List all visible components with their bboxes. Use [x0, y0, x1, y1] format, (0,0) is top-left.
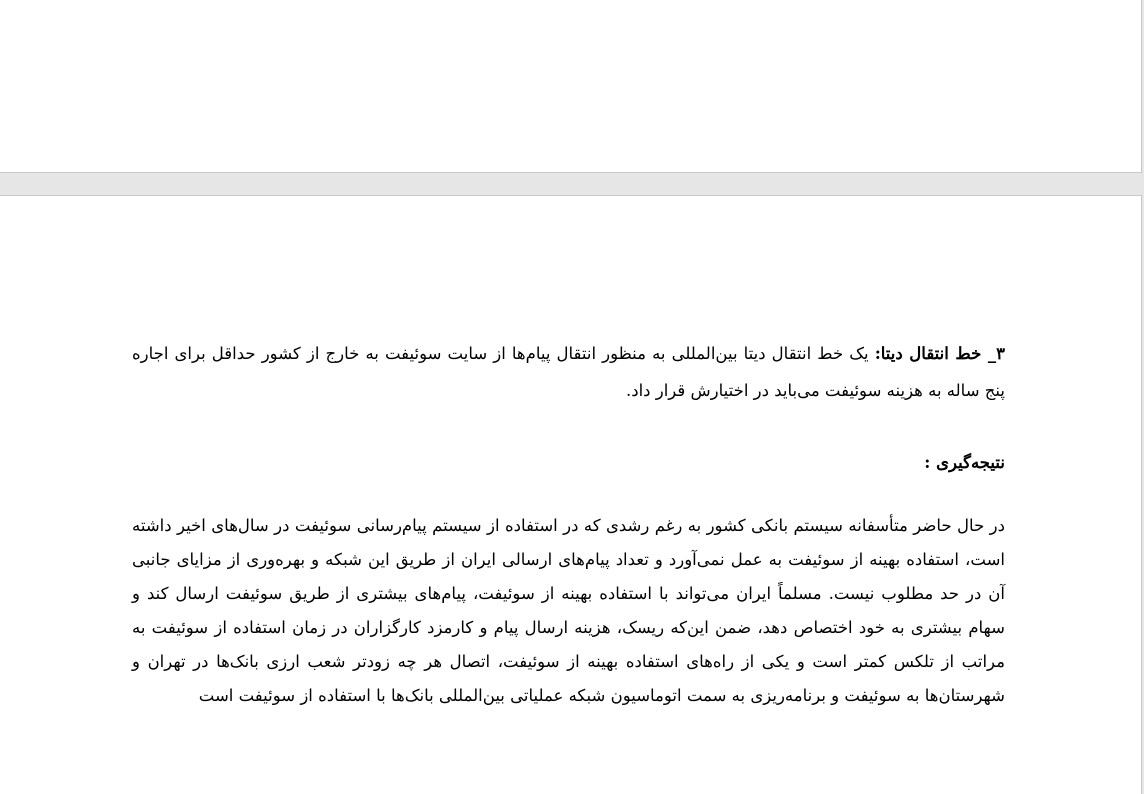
- paragraph-text: یک خط انتقال دیتا بین‌المللی به منظور انتقال پیام‌ها از سایت سوئیفت به خارج از کشور حداقل برای اجاره پنج ساله به هزینه سوئیفت می‌باید در اختیارش قرار داد.: [132, 344, 1005, 400]
- paragraph-lead: ۳_ خط انتقال دیتا:: [874, 344, 1005, 363]
- paragraph-data-line: [132, 335, 1005, 409]
- paragraph-conclusion: در حال حاضر متأسفانه سیستم بانکی کشور به رغم رشدی که در استفاده از سیستم پیام‌رسانی سوئیفت در سال‌های اخیر داشته است، استفاده بهینه از سوئیفت به عمل نمی‌آورد و تعداد پیام‌های ارسالی ایران از طریق این شبکه و بهره‌وری از مزایای جانبی آن در حد مطلوب نیست. مسلماً ایران می‌تواند با استفاده بهینه از سوئیفت، پیام‌های بیشتری از طریق سوئیفت ارسال کند و سهام بیشتری به خود اختصاص دهد، ضمن این‌که ریسک، هزینه ارسال پیام و کارمزد کارگزاران در زمان استفاده از سوئیفت به مراتب از تلکس کمتر است و یکی از راه‌های استفاده بهینه از سوئیفت، اتصال هر چه زودتر شعب ارزی بانک‌ها در تهران و شهرستان‌ها به سوئیفت و برنامه‌ریزی به سمت اتوماسیون شبکه عملیاتی بین‌المللی بانک‌ها با استفاده از سوئیفت است: [132, 516, 1005, 705]
- previous-page: [0, 0, 1142, 173]
- page-separator: [0, 174, 1144, 195]
- section-heading-conclusion: نتیجه‌گیری :: [924, 453, 1005, 472]
- document-page: [0, 195, 1142, 794]
